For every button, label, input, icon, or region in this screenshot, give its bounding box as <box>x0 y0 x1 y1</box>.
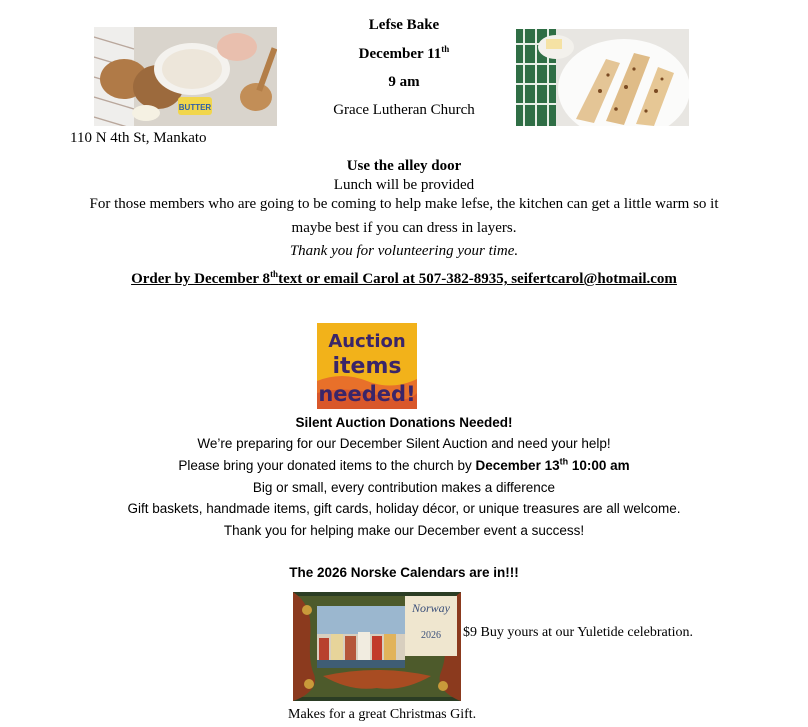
butter-label: BUTTER <box>178 103 212 112</box>
auction-deadline-sup: th <box>559 456 569 467</box>
dress-note-line2: maybe best if you can dress in layers. <box>291 220 517 236</box>
auction-line2-prefix: Please bring your donated items to the church by <box>178 458 476 473</box>
lefse-address: 110 N 4th St, Mankato <box>70 130 207 146</box>
auction-line5: Thank you for helping make our December event a success! <box>223 523 585 538</box>
lefse-date <box>0 46 808 63</box>
calendar-cover-title: Norway <box>411 601 451 615</box>
volunteer-thanks: Thank you for volunteering your time. <box>289 243 519 259</box>
lefse-date-sup: th <box>441 44 450 54</box>
auction-deadline-date: December 13 <box>475 458 560 473</box>
auction-line4: Gift baskets, handmade items, gift cards, holiday décor, or unique treasures are all welcome. <box>127 501 681 516</box>
norway-calendar-cover <box>293 592 461 701</box>
sign-line2: items <box>332 354 402 379</box>
order-rest: text or email Carol at 507-382-8935, seifertcarol@hotmail.com <box>278 271 677 287</box>
lefse-date-text: December 11 <box>358 46 442 62</box>
lefse-time: 9 am <box>388 74 420 90</box>
alley-door-note: Use the alley door <box>346 158 462 174</box>
lefse-title: Lefse Bake <box>368 17 440 33</box>
calendar-heading: The 2026 Norske Calendars are in!!! <box>289 565 519 580</box>
order-line <box>0 271 808 288</box>
auction-heading: Silent Auction Donations Needed! <box>295 415 513 430</box>
calendar-price: $9 Buy yours at our Yuletide celebration. <box>463 625 694 640</box>
auction-line1: We’re preparing for our December Silent Auction and need your help! <box>197 436 611 451</box>
order-prefix: Order by December 8 <box>131 271 271 287</box>
auction-line3: Big or small, every contribution makes a difference <box>252 480 556 495</box>
calendar-gift-note: Makes for a great Christmas Gift. <box>288 707 477 722</box>
calendar-cover-year: 2026 <box>421 630 441 641</box>
dress-note-line1: For those members who are going to be coming to help make lefse, the kitchen can get a little warm so it <box>89 196 719 212</box>
sign-line1: Auction <box>328 331 406 352</box>
auction-deadline-time: 10:00 am <box>568 458 630 473</box>
sign-line3: needed! <box>318 382 416 406</box>
auction-line2 <box>0 458 808 473</box>
lefse-location: Grace Lutheran Church <box>333 102 475 118</box>
lunch-note: Lunch will be provided <box>333 177 475 193</box>
auction-items-needed-graphic <box>317 323 417 409</box>
order-sup: th <box>270 269 279 279</box>
